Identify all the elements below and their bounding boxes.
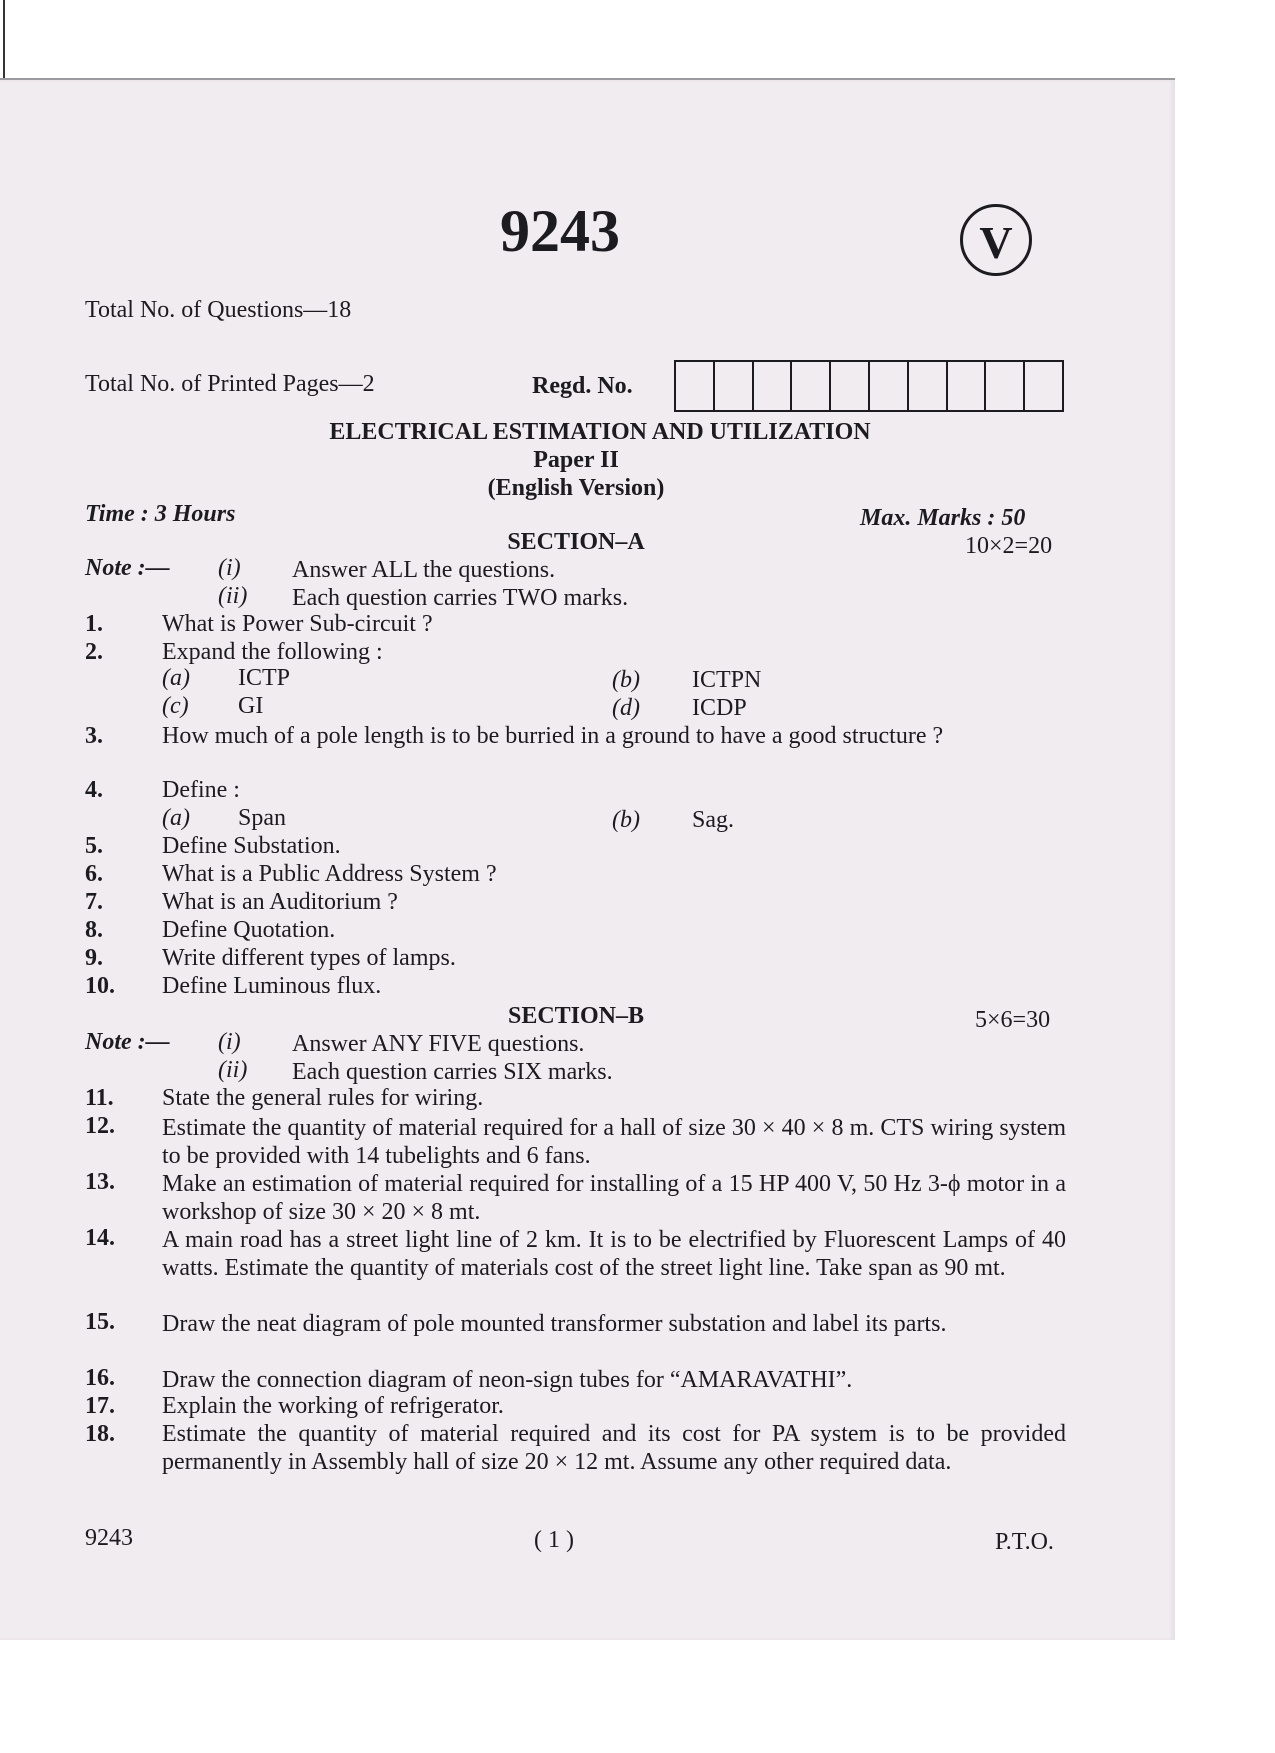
question-number: 13. — [85, 1169, 115, 1195]
note-num: (ii) — [218, 1057, 248, 1083]
question-number: 10. — [85, 973, 115, 999]
question-text: What is an Auditorium ? — [162, 889, 398, 915]
regd-box[interactable] — [909, 362, 948, 410]
question-text: What is Power Sub-circuit ? — [162, 611, 433, 637]
regd-box[interactable] — [986, 362, 1025, 410]
total-pages: Total No. of Printed Pages—2 — [85, 371, 375, 397]
paper-code: 9243 — [500, 198, 620, 264]
note-text: Each question carries TWO marks. — [292, 585, 629, 611]
question-number: 6. — [85, 861, 103, 887]
language-version: (English Version) — [487, 475, 665, 501]
question-number: 1. — [85, 611, 103, 637]
question-text: Estimate the quantity of material required and its cost for PA system is to be provided permanently in Assembly hall of size 20 × 12 mt. Assume any other required data. — [162, 1421, 1066, 1475]
regd-number-boxes[interactable] — [674, 360, 1064, 412]
question-number: 11. — [85, 1085, 114, 1111]
scan-margin — [0, 0, 1275, 80]
option-label: (c) — [162, 693, 189, 719]
note-num: (ii) — [218, 583, 248, 609]
option-text: ICTP — [238, 665, 291, 691]
option-label: (a) — [162, 665, 190, 691]
regd-box[interactable] — [792, 362, 831, 410]
question-number: 18. — [85, 1421, 115, 1447]
note-text: Answer ALL the questions. — [292, 557, 556, 583]
note-label: Note :— — [85, 555, 170, 581]
question-number: 3. — [85, 723, 103, 749]
question-text: Explain the working of refrigerator. — [162, 1393, 504, 1419]
question-text: Estimate the quantity of material required for a hall of size 30 × 40 × 8 m. CTS wiring system to be provided with 14 tubelights and 6 fans. — [162, 1115, 1066, 1169]
section-a-marks: 10×2=20 — [965, 533, 1053, 559]
question-number: 5. — [85, 833, 103, 859]
note-num: (i) — [218, 555, 241, 581]
option-text: Span — [238, 805, 286, 831]
footer-code: 9243 — [85, 1525, 133, 1551]
question-text: Define Substation. — [162, 833, 341, 859]
option-text: ICTPN — [692, 667, 762, 693]
option-label: (b) — [612, 807, 640, 833]
question-text: Define Luminous flux. — [162, 973, 382, 999]
section-a-title: SECTION–A — [507, 529, 645, 555]
question-text: Make an estimation of material required for installing of a 15 HP 400 V, 50 Hz 3-ϕ motor in a workshop of size 30 × 20 × 8 mt. — [162, 1171, 1066, 1225]
section-b-title: SECTION–B — [507, 1003, 645, 1029]
exam-title: ELECTRICAL ESTIMATION AND UTILIZATION — [329, 419, 871, 445]
time-duration: Time : 3 Hours — [85, 501, 236, 527]
question-text: How much of a pole length is to be burried in a ground to have a good structure ? — [162, 723, 944, 749]
question-text: Expand the following : — [162, 639, 383, 665]
question-text: Draw the connection diagram of neon-sign tubes for “AMARAVATHI”. — [162, 1367, 853, 1393]
question-text: A main road has a street light line of 2 km. It is to be electrified by Fluorescent Lamps of 40 watts. Estimate the quantity of materials cost of the street light line. Take span as 90 mt. — [162, 1227, 1066, 1281]
note-label: Note :— — [85, 1029, 170, 1055]
question-number: 12. — [85, 1113, 115, 1139]
regd-label: Regd. No. — [532, 373, 633, 399]
note-num: (i) — [218, 1029, 241, 1055]
pto-label: P.T.O. — [995, 1529, 1054, 1555]
regd-box[interactable] — [754, 362, 793, 410]
question-number: 9. — [85, 945, 103, 971]
note-text: Each question carries SIX marks. — [292, 1059, 613, 1085]
question-text: Write different types of lamps. — [162, 945, 456, 971]
paper-number: Paper II — [533, 447, 619, 473]
question-number: 2. — [85, 639, 103, 665]
section-b-marks: 5×6=30 — [975, 1007, 1051, 1033]
question-text: Define Quotation. — [162, 917, 336, 943]
option-label: (b) — [612, 667, 640, 693]
question-text: Draw the neat diagram of pole mounted transformer substation and label its parts. — [162, 1311, 947, 1337]
regd-box[interactable] — [870, 362, 909, 410]
max-marks: Max. Marks : 50 — [860, 505, 1026, 531]
question-number: 8. — [85, 917, 103, 943]
question-number: 7. — [85, 889, 103, 915]
option-label: (d) — [612, 695, 640, 721]
question-number: 16. — [85, 1365, 115, 1391]
regd-box[interactable] — [948, 362, 987, 410]
option-label: (a) — [162, 805, 190, 831]
question-text: What is a Public Address System ? — [162, 861, 497, 887]
question-number: 17. — [85, 1393, 115, 1419]
regd-box[interactable] — [676, 362, 715, 410]
question-number: 4. — [85, 777, 103, 803]
total-questions: Total No. of Questions—18 — [85, 297, 352, 323]
regd-box[interactable] — [715, 362, 754, 410]
version-badge: V — [960, 204, 1032, 276]
page-number: ( 1 ) — [534, 1527, 574, 1553]
question-number: 15. — [85, 1309, 115, 1335]
question-text: State the general rules for wiring. — [162, 1085, 484, 1111]
question-number: 14. — [85, 1225, 115, 1251]
option-text: Sag. — [692, 807, 734, 833]
question-text: Define : — [162, 777, 240, 803]
option-text: ICDP — [692, 695, 747, 721]
regd-box[interactable] — [1025, 362, 1062, 410]
regd-box[interactable] — [831, 362, 870, 410]
note-text: Answer ANY FIVE questions. — [292, 1031, 585, 1057]
scan-edge-line — [3, 0, 5, 78]
option-text: GI — [238, 693, 264, 719]
